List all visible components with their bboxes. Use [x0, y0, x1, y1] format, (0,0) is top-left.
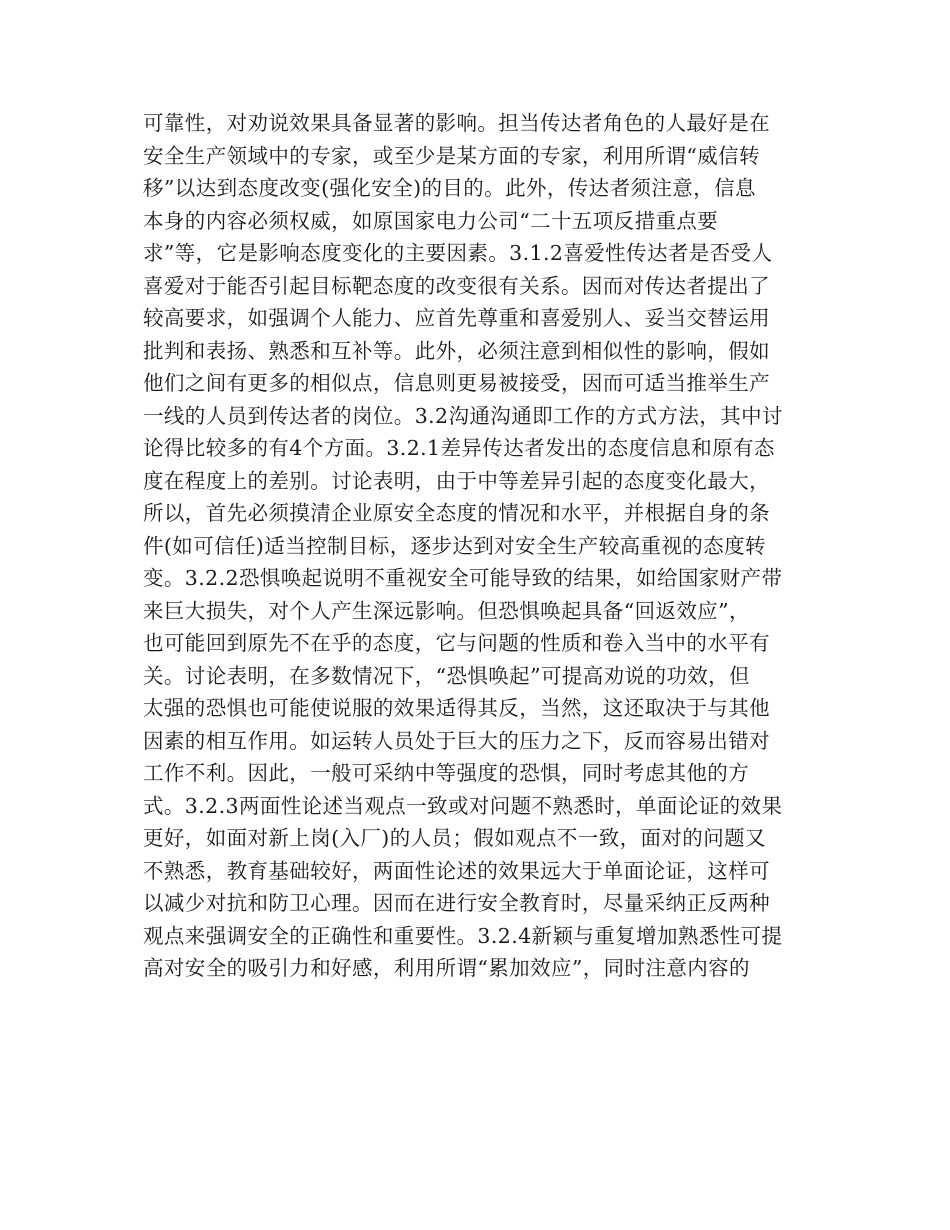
- text-line: 他们之间有更多的相似点，信息则更易被接受，因而可适当推举生产: [143, 371, 770, 395]
- text-line: 论得比较多的有4个方面。3.2.1差异传达者发出的态度信息和原有态: [143, 436, 775, 460]
- text-line: 不熟悉，教育基础较好，两面性论述的效果远大于单面论证，这样可: [143, 858, 770, 883]
- text-line: 以减少对抗和防卫心理。因而在进行安全教育时，尽量采纳正反两种: [143, 891, 770, 915]
- text-line: 更好，如面对新上岗(入厂)的人员；假如观点不一致，面对的问题又: [143, 826, 766, 850]
- text-line: 高对安全的吸引力和好感，利用所谓“累加效应”，同时注意内容的: [143, 956, 750, 980]
- text-line: 太强的恐惧也可能使说服的效果适得其反，当然，这还取决于与其他: [143, 696, 770, 720]
- text-line: 所以，首先必须摸清企业原安全态度的情况和水平，并根据自身的条: [143, 501, 770, 525]
- text-line: 变。3.2.2恐惧唤起说明不重视安全可能导致的结果，如给国家财产带: [143, 566, 783, 590]
- text-line: 较高要求，如强调个人能力、应首先尊重和喜爱别人、妥当交替运用: [143, 306, 770, 330]
- text-line: 求”等，它是影响态度变化的主要因素。3.1.2喜爱性传达者是否受人: [143, 241, 773, 265]
- body-text: [143, 107, 823, 985]
- text-line: 关。讨论表明，在多数情况下，“恐惧唤起”可提高劝说的功效，但: [143, 663, 750, 688]
- text-line: 可靠性，对劝说效果具备显著的影响。担当传达者角色的人最好是在: [143, 111, 770, 135]
- text-line: 来巨大损失，对个人产生深远影响。但恐惧唤起具备“回返效应”，: [143, 598, 750, 623]
- text-line: 式。3.2.3两面性论述当观点一致或对问题不熟悉时，单面论证的效果: [143, 793, 783, 818]
- text-line: 工作不利。因此，一般可采纳中等强度的恐惧，同时考虑其他的方: [143, 761, 750, 785]
- text-line: 因素的相互作用。如运转人员处于巨大的压力之下，反而容易出错对: [143, 728, 770, 753]
- text-line: 批判和表扬、熟悉和互补等。此外，必须注意到相似性的影响，假如: [143, 338, 770, 363]
- text-line: 一线的人员到传达者的岗位。3.2沟通沟通即工作的方式方法，其中讨: [143, 403, 783, 428]
- text-line: 观点来强调安全的正确性和重要性。3.2.4新颖与重复增加熟悉性可提: [143, 923, 783, 948]
- text-line: 度在程度上的差别。讨论表明，由于中等差异引起的态度变化最大，: [143, 468, 770, 493]
- text-line: 也可能回到原先不在乎的态度，它与问题的性质和卷入当中的水平有: [143, 631, 770, 655]
- text-line: 件(如可信任)适当控制目标，逐步达到对安全生产较高重视的态度转: [143, 533, 766, 558]
- text-line: 本身的内容必须权威，如原国家电力公司“二十五项反措重点要: [143, 208, 719, 233]
- text-line: 喜爱对于能否引起目标靶态度的改变很有关系。因而对传达者提出了: [143, 273, 770, 298]
- text-line: 移”以达到态度改变(强化安全)的目的。此外，传达者须注意，信息: [143, 176, 756, 200]
- text-line: 安全生产领域中的专家，或至少是某方面的专家，利用所谓“威信转: [143, 143, 760, 168]
